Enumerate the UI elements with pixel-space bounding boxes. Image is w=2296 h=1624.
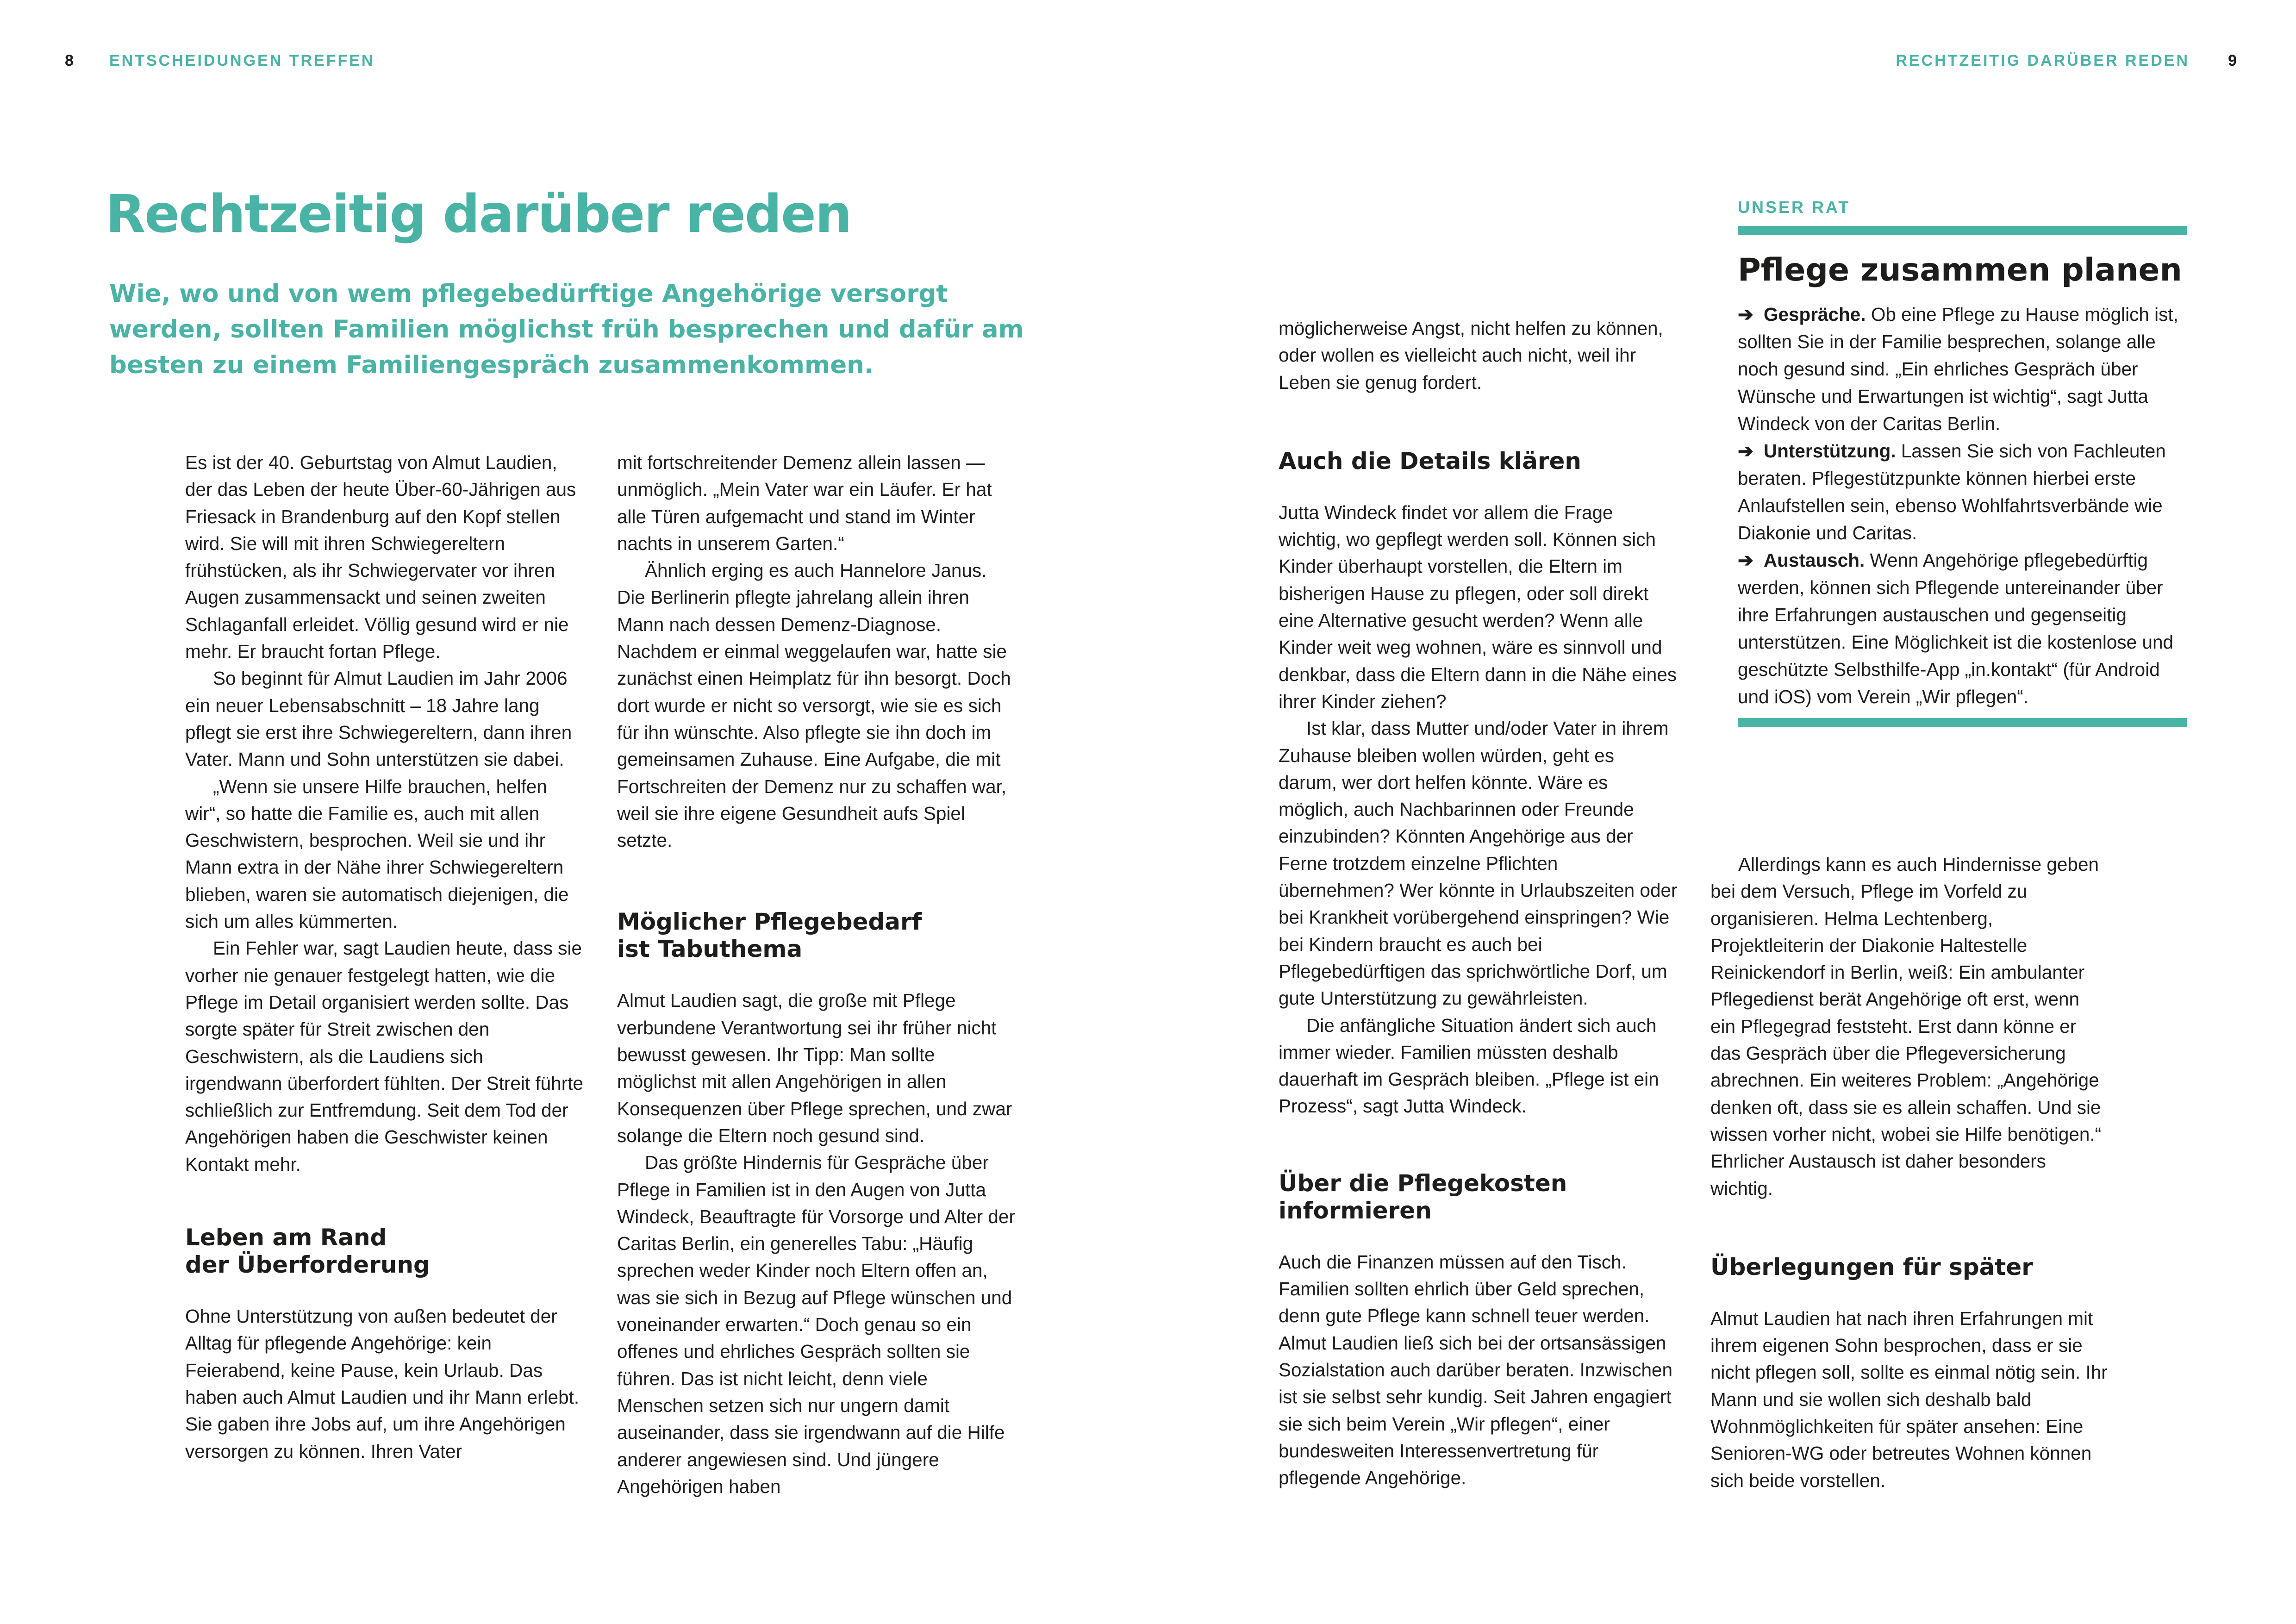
article-lead: Wie, wo und von wem pflegebedürftige Angehörige versorgt werden, sollten Familien möglichst früh besprechen und dafür am besten zu einem Familiengespräch zusammenkommen.: [109, 280, 1024, 379]
subheading-ueberlegungen: Überlegungen für später: [1710, 1253, 2033, 1280]
arrow-right-icon: ➔: [1738, 440, 1753, 462]
rat-bottom-bar: [1738, 718, 2187, 727]
arrow-right-icon: ➔: [1738, 304, 1753, 325]
subheading-details: Auch die Details klären: [1279, 447, 1581, 475]
paragraph: So beginnt für Almut Laudien im Jahr 2006 ein neuer Lebensabschnitt – 18 Jahre lang pflegt sie erst ihre Schwiegereltern, dann ihren Vater. Mann und Sohn unterstützen sie dabei.: [185, 668, 572, 770]
paragraph: Almut Laudien sagt, die große mit Pflege verbundene Verantwortung sei ihr früher nicht bewusst gewesen. Ihr Tipp: Man sollte möglichst mit allen Angehörigen in allen Konsequenzen über Pflege sprechen, und zwar solange die Eltern noch gesund sind.: [617, 990, 1012, 1146]
paragraph: mit fortschreitender Demenz allein lassen — unmöglich. „Mein Vater war ein Läufer. Er hat alle Türen aufgemacht und stand im Winter nachts in unserem Garten.“: [617, 452, 992, 554]
running-head-left: ENTSCHEIDUNGEN TREFFEN: [109, 52, 375, 69]
paragraph: „Wenn sie unsere Hilfe brauchen, helfen wir“, so hatte die Familie es, auch mit allen Geschwistern, besprochen. Weil sie und ihr Mann extra in der Nähe ihrer Schwiegereltern blieben, waren sie automatisch diejenigen, die sich um alles kümmerten.: [185, 775, 569, 932]
unser-rat-box: [1738, 194, 2187, 727]
paragraph: möglicherweise Angst, nicht helfen zu können, oder wollen es vielleicht auch nicht, weil ihr Leben sie genug fordert.: [1279, 318, 1663, 393]
paragraph: Jutta Windeck findet vor allem die Frage wichtig, wo gepflegt werden soll. Können sich Kinder überhaupt vorstellen, die Eltern im bisherigen Hause zu pflegen, oder soll direkt eine Alternative gesucht werden? Wenn alle Kinder weit weg wohnen, wäre es sinnvoll und denkbar, dass die Eltern dann in die Nähe eines ihrer Kinder ziehen?: [1279, 501, 1677, 712]
paragraph: Ohne Unterstützung von außen bedeutet der Alltag für pflegende Angehörige: kein Feierabend, keine Pause, kein Urlaub. Das haben auch Almut Laudien und ihr Mann erlebt. Sie gaben ihre Jobs auf, um ihre Angehörigen versorgen zu können. Ihren Vater: [185, 1305, 580, 1462]
paragraph: Ein Fehler war, sagt Laudien heute, dass sie vorher nie genauer festgelegt hatten, wie die Pflege im Detail organisiert werden sollte. Das sorgte später für Streit zwischen den Geschwistern, als die Laudiens sich irgendwann überfordert fühlten. Der Streit führte schließlich zur Entfremdung. Seit dem Tod der Angehörigen haben die Geschwister keinen Kontakt mehr.: [185, 937, 583, 1175]
paragraph: Die anfängliche Situation ändert sich auch immer wieder. Familien müssten deshalb dauerhaft im Gespräch bleiben. „Pflege ist ein Prozess“, sagt Jutta Windeck.: [1279, 1014, 1659, 1117]
column-3: [1279, 315, 1678, 1491]
paragraph: Ähnlich erging es auch Hannelore Janus. Die Berlinerin pflegte jahrelang allein ihren Mann nach dessen Demenz-Diagnose. Nachdem er einmal weggelaufen war, hatte sie zunächst einen Heimplatz für ihn besorgt. Doch dort wurde er nicht so versorgt, wie sie es sich für ihn wünschte. Also pflegte sie ihn doch im gemeinsamen Zuhause. Eine Aufgabe, die mit Fortschreiten der Demenz nur zu schaffen war, weil sie ihre eigene Gesundheit aufs Spiel setzte.: [617, 560, 1011, 851]
page-number-left: 8: [65, 52, 74, 69]
unser-rat-title: Pflege zusammen planen: [1738, 252, 2182, 288]
subheading-pflegekosten: Über die Pflegekosten informieren: [1279, 1169, 1567, 1224]
rat-item-unterstuetzung: ➔ Unterstützung. Lassen Sie sich von Fachleuten beraten. Pflegestützpunkte können hierbei erste Anlaufstellen sein, ebenso Wohlfahrtsverbände wie Diakonie und Caritas.: [1738, 440, 2166, 543]
subheading-pflegebedarf: Möglicher Pflegebedarf ist Tabuthema: [617, 908, 922, 963]
paragraph: Es ist der 40. Geburtstag von Almut Laudien, der das Leben der heute Über-60-Jährigen aus Friesack in Brandenburg auf den Kopf stellen wird. Sie will mit ihren Schwiegereltern frühstücken, als ihr Schwiegervater vor ihren Augen zusammensackt und seinen zweiten Schlaganfall erleidet. Völlig gesund wird er nie mehr. Er braucht fortan Pflege.: [185, 452, 576, 662]
running-head-right: RECHTZEITIG DARÜBER REDEN: [1896, 52, 2190, 69]
article-title: Rechtzeitig darüber reden: [106, 184, 851, 244]
unser-rat-kicker: UNSER RAT: [1738, 198, 1851, 217]
paragraph: Ist klar, dass Mutter und/oder Vater in ihrem Zuhause bleiben wollen würden, geht es darum, wer dort helfen könnte. Wäre es möglich, auch Nachbarinnen oder Freunde einzubinden? Könnten Angehörige aus der Ferne trotzdem einzelne Pflichten übernehmen? Wer könnte in Urlaubszeiten oder bei Krankheit vorübergehend einspringen? Wie bei Kindern braucht es auch bei Pflegebedürftigen das sprichwörtliche Dorf, um gute Unterstützung zu gewährleisten.: [1279, 718, 1678, 1009]
column-2: [617, 449, 1016, 1500]
arrow-right-icon: ➔: [1738, 550, 1753, 571]
right-page: [1148, 0, 2296, 1624]
column-4: [1710, 851, 2109, 1494]
rat-top-bar: [1738, 226, 2187, 235]
column-1: [185, 449, 584, 1465]
paragraph: Allerdings kann es auch Hindernisse geben bei dem Versuch, Pflege im Vorfeld zu organisieren. Helma Lechtenberg, Projektleiterin der Diakonie Haltestelle Reinickendorf in Berlin, weiß: Ein ambulanter Pflegedienst berät Angehörige oft erst, wenn ein Pflegegrad feststeht. Erst dann könne er das Gespräch über die Pflegeversicherung abrechnen. Ein weiteres Problem: „Angehörige denken oft, dass sie es allein schaffen. Und sie wissen vorher nicht, wobei sie Hilfe benötigen.“ Ehrlicher Austausch ist daher besonders wichtig.: [1710, 854, 2102, 1199]
rat-item-gespraeche: ➔ Gespräche. Ob eine Pflege zu Hause möglich ist, sollten Sie in der Familie besprechen, solange alle noch gesund sind. „Ein ehrliches Gespräch über Wünsche und Erwartungen ist wichtig“, sagt Jutta Windeck von der Caritas Berlin.: [1738, 304, 2178, 434]
subheading-leben-am-rand: Leben am Rand der Überforderung: [185, 1224, 430, 1279]
paragraph: Das größte Hindernis für Gespräche über Pflege in Familien ist in den Augen von Jutta Windeck, Beauftragte für Vorsorge und Alter der Caritas Berlin, ein generelles Tabu: „Häufig sprechen weder Kinder noch Eltern offen an, was sie sich in Bezug auf Pflege wünschen und voneinander erwarten.“ Doch genau so ein offenes und ehrliches Gespräch sollten sie führen. Das ist nicht leicht, denn viele Menschen setzen sich nur ungern damit auseinander, dass sie irgendwann auf die Hilfe anderer angewiesen sind. Und jüngere Angehörigen haben: [617, 1152, 1015, 1497]
paragraph: Almut Laudien hat nach ihren Erfahrungen mit ihrem eigenen Sohn besprochen, dass er sie nicht pflegen soll, sollte es einmal nötig sein. Ihr Mann und sie wollen sich deshalb bald Wohnmöglichkeiten für später ansehen: Eine Senioren-WG oder betreutes Wohnen können sich beide vorstellen.: [1710, 1307, 2108, 1491]
page-number-right: 9: [2228, 52, 2237, 69]
paragraph: Auch die Finanzen müssen auf den Tisch. Familien sollten ehrlich über Geld sprechen, denn gute Pflege kann schnell teuer werden. Almut Laudien ließ sich bei der ortsansässigen Sozialstation auch darüber beraten. Inzwischen ist sie selbst sehr kundig. Seit Jahren engagiert sie sich beim Verein „Wir pflegen“, einer bundesweiten Interessenvertretung für pflegende Angehörige.: [1279, 1251, 1673, 1489]
rat-item-austausch: ➔ Austausch. Wenn Angehörige pflegebedürftig werden, können sich Pflegende untereinander über ihre Erfahrungen austauschen und gegenseitig unterstützen. Eine Möglichkeit ist die kostenlose und geschützte Selbsthilfe-App „in.kontakt“ (für Android und iOS) vom Verein „Wir pflegen“.: [1738, 550, 2174, 707]
